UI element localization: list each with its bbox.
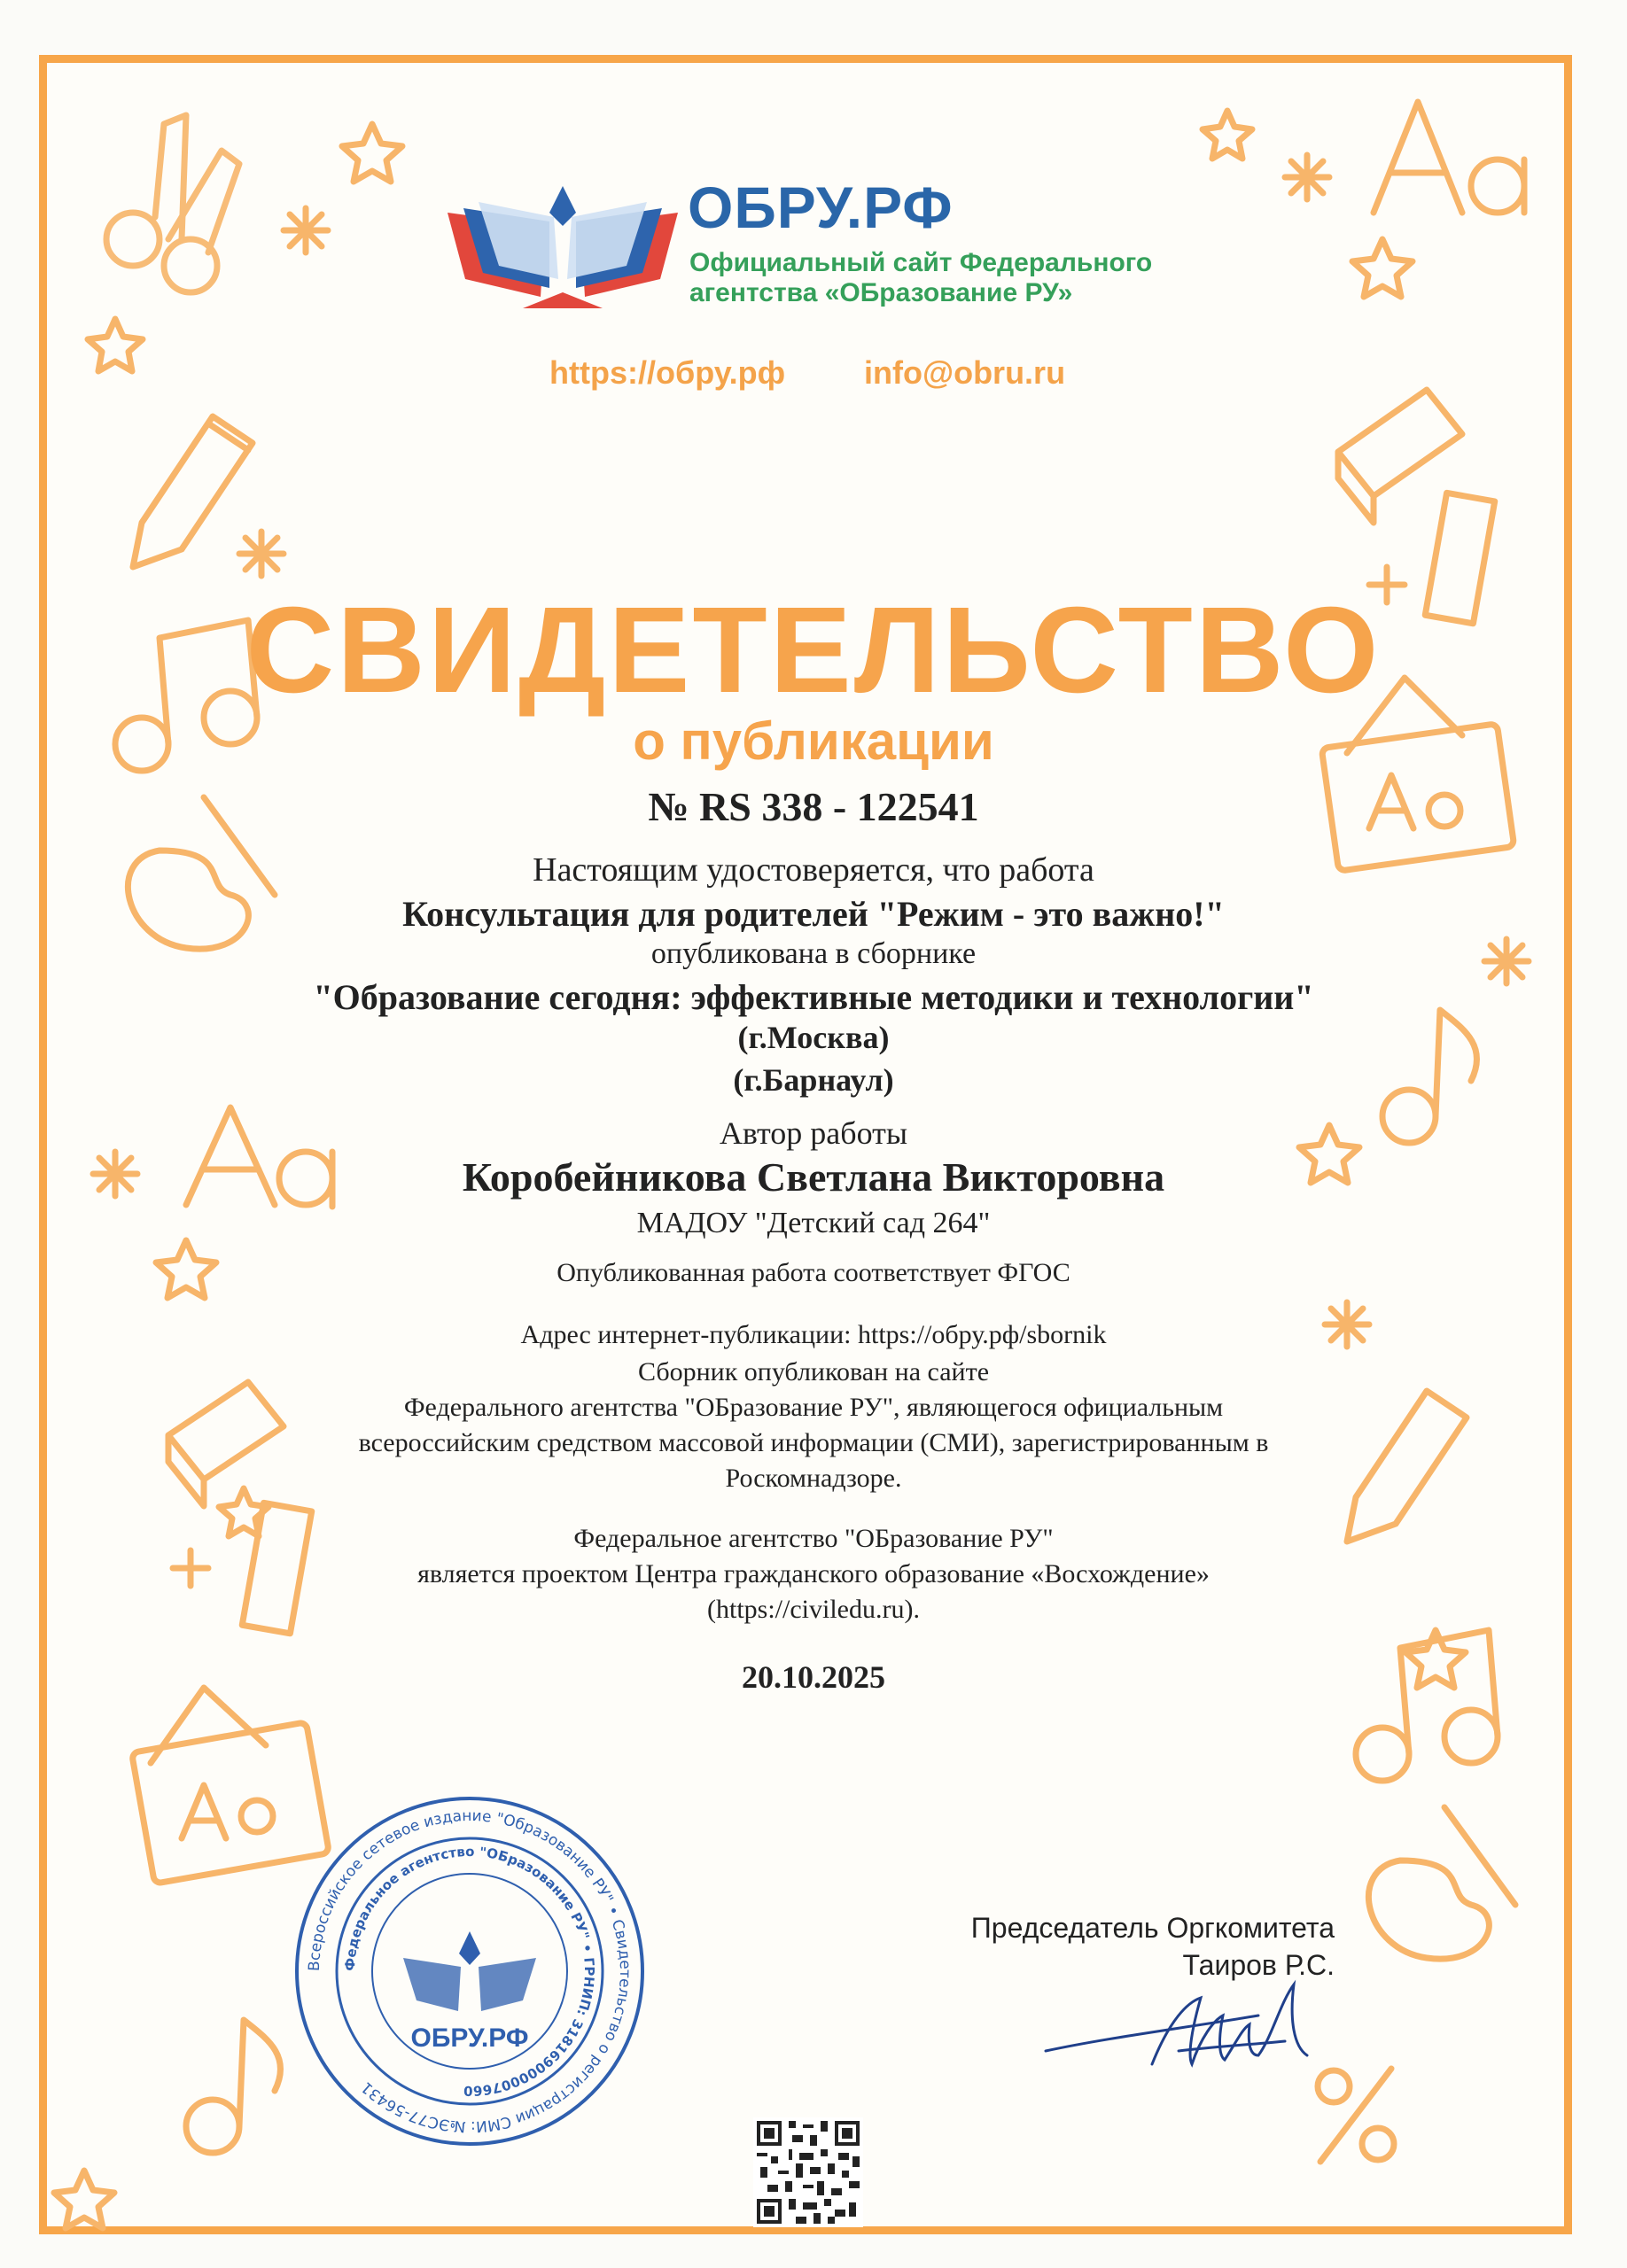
collection-title: "Образование сегодня: эффективные методики и технологии" — [313, 977, 1314, 1017]
svg-text:Федеральное агентство "ОБразов: Федеральное агентство "ОБразование РУ" • ГРНИП: 318169000007660 — [341, 1843, 598, 2100]
letters-aa-icon — [1374, 102, 1524, 213]
city-barnaul: (г.Барнаул) — [733, 1062, 894, 1098]
pencil-icon — [133, 416, 253, 567]
site-text-line2: Федерального агентства "ОБразование РУ", являющегося официальным — [403, 1393, 1224, 1422]
attest-text: Настоящим удостоверяется, что работа — [533, 851, 1094, 889]
official-seal — [288, 1790, 651, 2153]
brand-tagline-line2: агентства «ОБразование РУ» — [689, 278, 1073, 307]
obru-logo-icon — [439, 177, 687, 319]
site-text-line1: Сборник опубликован на сайте — [637, 1357, 990, 1386]
certificate-title: СВИДЕТЕЛЬСТВО — [245, 582, 1382, 718]
fgos-note: Опубликованная работа соответствует ФГОС — [557, 1258, 1070, 1287]
certificate-number: № RS 338 - 122541 — [648, 784, 979, 829]
published-in-text: опубликована в сборнике — [650, 937, 977, 970]
handwritten-signature — [1037, 1967, 1338, 2082]
svg-text:Всероссийское сетевое издание: Всероссийское сетевое издание "Образование РУ" • Свидетельство о регистрации СМИ: №ЭС77-56431 — [305, 1806, 634, 2136]
music-note-icon — [186, 2020, 281, 2153]
site-text-line4: Роскомнадзоре. — [725, 1464, 902, 1493]
author-name: Коробейникова Светлана Викторовна — [462, 1154, 1165, 1200]
issue-date: 20.10.2025 — [742, 1659, 885, 1695]
scissors-icon — [106, 115, 239, 292]
certificate-subtitle: о публикации — [633, 711, 994, 771]
brand-name: ОБРУ.РФ — [688, 175, 954, 240]
percent-icon — [1318, 2069, 1394, 2162]
author-organization: МАДОУ "Детский сад 264" — [636, 1207, 991, 1239]
publication-address: Адрес интернет-публикации: https://обру.рф/sbornik — [520, 1320, 1107, 1349]
site-text-line3: всероссийским средством массовой информации (СМИ), зарегистрированным в — [358, 1428, 1269, 1457]
author-label: Автор работы — [719, 1115, 908, 1151]
email-link[interactable]: info@obru.ru — [864, 354, 1066, 391]
qr-code[interactable] — [753, 2117, 863, 2227]
signer-name: Таиров Р.С. — [1182, 1949, 1335, 1981]
site-link[interactable]: https://обру.рф — [549, 354, 786, 391]
brand-tagline-line1: Официальный сайт Федерального — [689, 248, 1153, 277]
footer-line1: Федеральное агентство "ОБразование РУ" — [573, 1524, 1054, 1553]
footer-line3: (https://civiledu.ru). — [707, 1595, 920, 1624]
city-moscow: (г.Москва) — [737, 1020, 890, 1055]
work-title: Консультация для родителей "Режим - это важно!" — [402, 894, 1225, 934]
palette-icon — [1368, 1807, 1515, 1959]
footer-line2: является проектом Центра гражданского образование «Восхождение» — [417, 1559, 1210, 1588]
svg-text:ОБРУ.РФ: ОБРУ.РФ — [410, 2023, 529, 2053]
signer-role: Председатель Оргкомитета — [970, 1912, 1335, 1944]
